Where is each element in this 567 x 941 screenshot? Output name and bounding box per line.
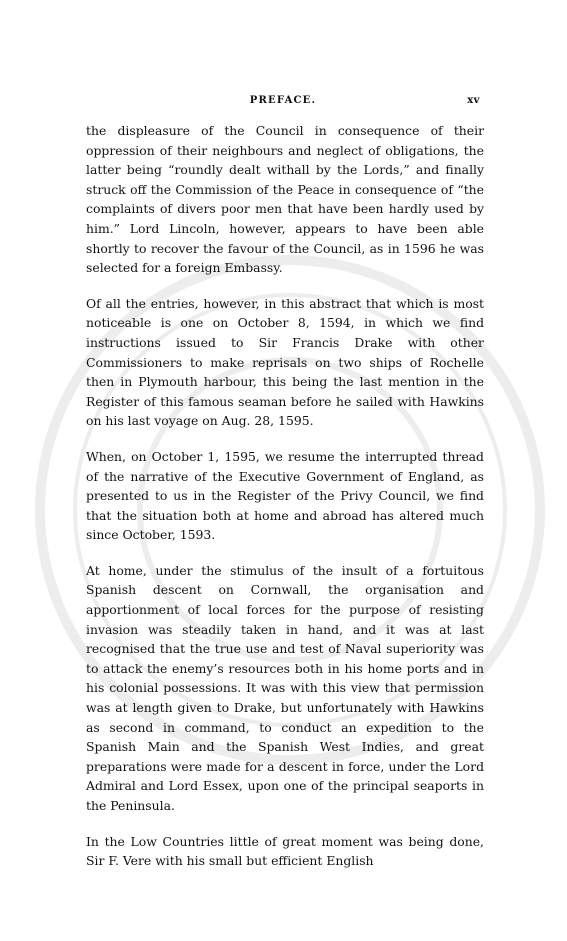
running-title: PREFACE. — [249, 95, 317, 106]
running-head — [86, 95, 480, 109]
paragraph: In the Low Countries little of great moment was being done, Sir F. Vere with his small but efficient English — [86, 833, 484, 869]
paragraph: Of all the entries, however, in this abstract that which is most noticeable is one on October 8, 1594, in which we find instructions issued to Sir Francis Drake with other Commissioners to make reprisals on two ships of Rochelle then in Plymouth harbour, this being the last mention in the Register of this famous seaman before he sailed with Hawkins on his last voyage on Aug. 28, 1595. — [86, 295, 484, 429]
body-text — [86, 121, 484, 887]
paragraph: the displeasure of the Council in consequence of their oppression of their neighbours and neglect of obligations, the latter being “roundly dealt withall by the Lords,” and finally struck off the Commission of the Peace in consequence of “the complaints of divers poor men that have been hardly used by him.” Lord Lincoln, however, appears to have been able shortly to recover the favour of the Council, as in 1596 he was selected for a foreign Embassy. — [86, 123, 484, 276]
page-number: xv — [467, 95, 480, 106]
paragraph: When, on October 1, 1595, we resume the interrupted thread of the narrative of the Executive Government of England, as presented to us in the Register of the Privy Council, we find that the situation both at home and abroad has altered much since October, 1593. — [86, 448, 484, 543]
paragraph: At home, under the stimulus of the insult of a fortuitous Spanish descent on Cornwall, the organisation and apportionment of local forces for the purpose of resisting invasion was steadily taken in hand, and it was at last recognised that the true use and test of Naval superiority was to attack the enemy’s resources both in his home ports and in his colonial possessions. It was with this view that permission was at length given to Drake, but unfortunately with Hawkins as second in command, to conduct an expedition to the Spanish Main and the Spanish West Indies, and great preparations were made for a descent in force, under the Lord Admiral and Lord Essex, upon one of the principal seaports in the Peninsula. — [86, 562, 484, 813]
